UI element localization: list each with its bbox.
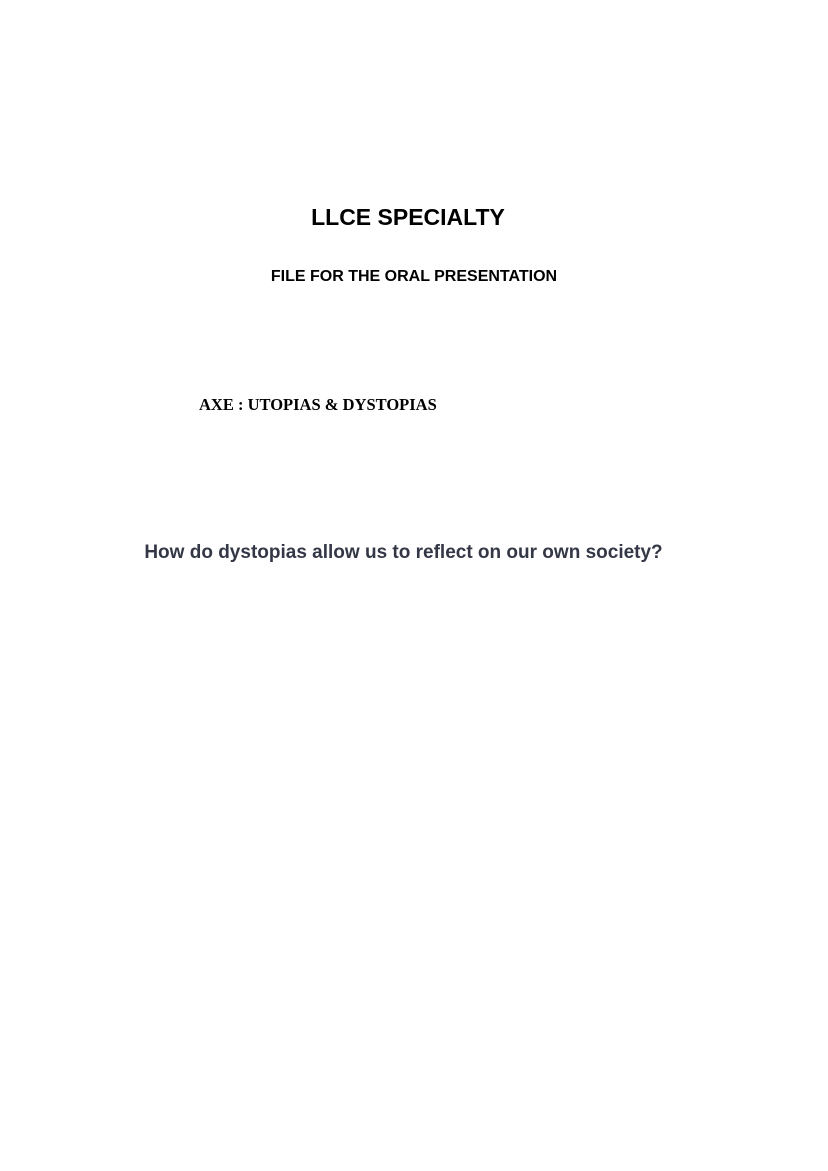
page-title: LLCE SPECIALTY: [311, 204, 505, 230]
problematic-question: How do dystopias allow us to reflect on our own society?: [144, 542, 663, 563]
page-subtitle: FILE FOR THE ORAL PRESENTATION: [270, 268, 558, 285]
axe-heading: AXE : UTOPIAS & DYSTOPIAS: [199, 395, 437, 414]
